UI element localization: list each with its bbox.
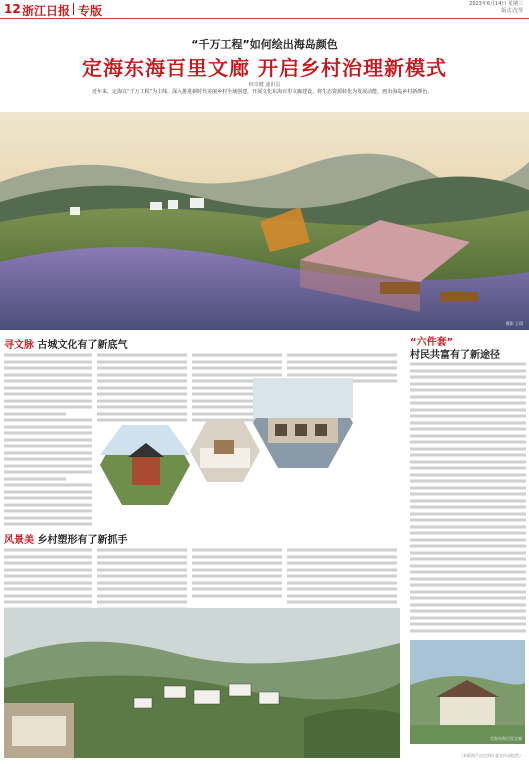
masthead <box>0 0 529 19</box>
photo-caption: 定海东海百里文廊 <box>490 736 522 741</box>
photo-credit: 摄影 王琪 <box>505 321 523 326</box>
kicker: “千万工程”如何绘出海岛颜色 <box>191 38 338 51</box>
section-heading: 乡村塑形有了新抓手 <box>37 535 128 546</box>
section-title-landscape <box>4 531 127 546</box>
sidebar-heading: 村民共富有了新途径 <box>410 350 500 361</box>
hexagon-photo-left <box>100 425 190 509</box>
editor-credit: 版式:沈琴 <box>501 8 523 14</box>
sidebar-text-column <box>410 361 526 634</box>
section-label: 风景美 <box>4 535 34 546</box>
headline: 定海东海百里文廊 开启乡村治理新模式 <box>82 56 447 80</box>
page-number: 12 <box>4 2 21 16</box>
date-block <box>469 1 523 15</box>
hero-photo <box>0 112 529 330</box>
bottom-village-photo <box>4 608 400 758</box>
section-title-culture <box>4 336 127 351</box>
text-column <box>192 547 282 599</box>
section-label: 寻文脉 <box>4 340 34 351</box>
lead-paragraph: 近年来，定海以“千万工程”为主线，深入推进新时代美丽乡村全域创建，开展文化东海百里文廊建设，将生态资源转化为发展动能，画出海岛乡村新颜色。 <box>92 89 433 95</box>
paper-name: 浙江日报 <box>22 4 71 18</box>
section-label: 专版 <box>78 4 103 18</box>
section-heading: 古城文化有了新底气 <box>37 340 128 351</box>
text-column <box>97 352 187 424</box>
hero-landscape-illustration <box>0 112 529 330</box>
text-column <box>97 547 187 612</box>
footer-note: （本版图片由定海区委宣传部提供） <box>459 753 523 758</box>
sidebar-title: “六件套” <box>410 337 454 348</box>
hexagon-photo-center <box>190 420 260 486</box>
text-column <box>4 352 92 528</box>
hexagon-photo-right <box>253 378 353 472</box>
issue-date: 2023年6月14日 星期三 <box>469 1 523 7</box>
divider <box>73 3 74 15</box>
sidebar-photo <box>410 640 525 744</box>
text-column <box>287 547 397 606</box>
byline: 何奇健 通讯员 <box>248 82 281 88</box>
